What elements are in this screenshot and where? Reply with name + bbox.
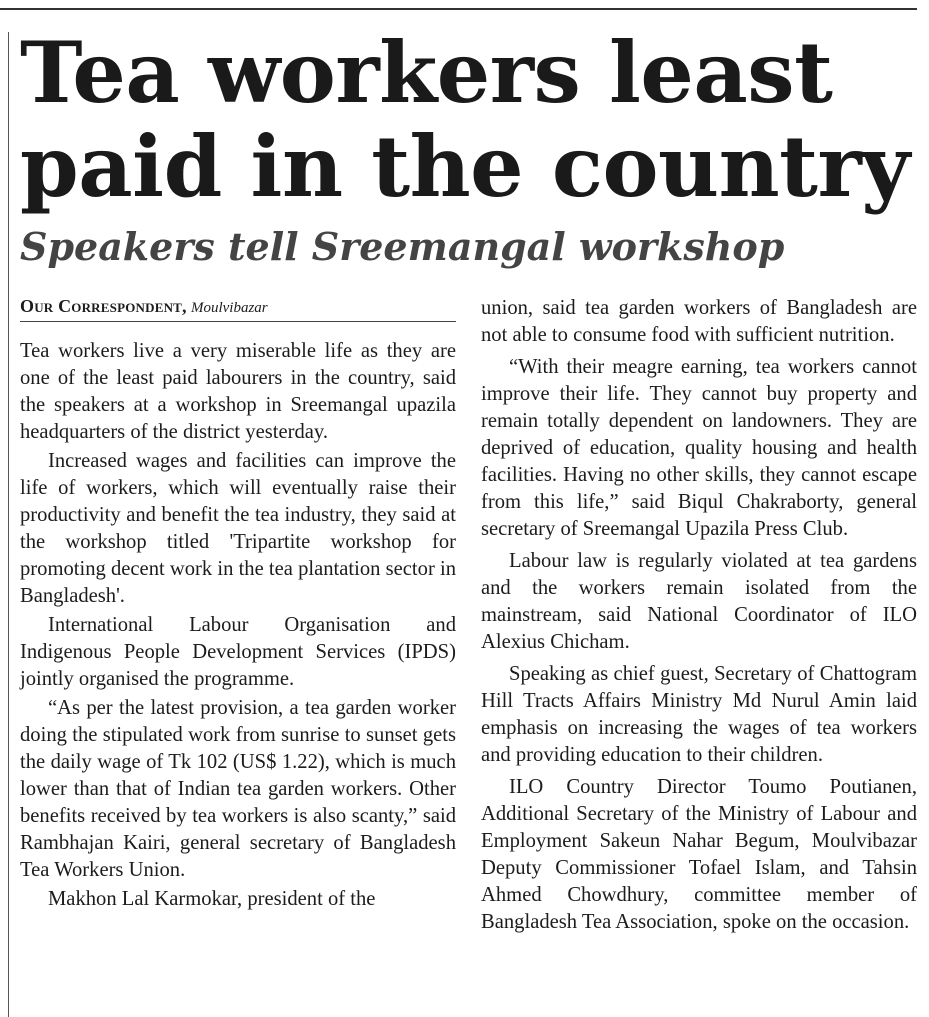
paragraph: “As per the latest provision, a tea garden worker doing the stipulated work from sunrise to sunset gets the daily wage of Tk 102 (US$ 1.22), which is much lower than that of Indian tea garden workers. Other benefits received by tea workers is also scanty,” said Rambhajan Kairi, general secretary of Bangladesh Tea Workers Union. — [20, 697, 456, 881]
paragraph: Makhon Lal Karmokar, president of the — [48, 888, 376, 910]
left-column — [20, 295, 456, 913]
paragraph: Increased wages and facilities can improve the life of workers, which will eventually raise their productivity and benefit the tea industry, they said at the workshop titled 'Tripartite workshop for promoting decent work in the tea plantation sector in Bangladesh'. — [20, 450, 456, 607]
paragraph: ILO Country Director Toumo Poutianen, Additional Secretary of the Ministry of Labour and Employment Sakeun Nahar Begum, Moulvibazar Deputy Commissioner Tofael Islam, and Tahsin Ahmed Chowdhury, committee member of Bangladesh Tea Association, spoke on the occasion. — [481, 776, 917, 933]
paragraph: union, said tea garden workers of Bangladesh are not able to consume food with sufficient nutrition. — [481, 297, 917, 346]
byline-location: Moulvibazar — [190, 300, 268, 316]
right-column — [481, 295, 917, 936]
subheadline: Speakers tell Sreemangal workshop — [20, 224, 785, 269]
paragraph: Labour law is regularly violated at tea gardens and the workers remain isolated from the mainstream, said National Coordinator of ILO Alexius Chicham. — [481, 550, 917, 653]
left-column-rule — [8, 32, 9, 1017]
paragraph: “With their meagre earning, tea workers cannot improve their life. They cannot buy property and remain totally dependent on landowners. They are deprived of education, quality housing and health facilities. Having no other skills, they cannot escape from this life,” said Biqul Chakraborty, general secretary of Sreemangal Upazila Press Club. — [481, 356, 917, 540]
byline — [20, 295, 456, 322]
top-rule — [0, 8, 917, 10]
paragraph: International Labour Organisation and Indigenous People Development Services (IPDS) jointly organised the programme. — [20, 614, 456, 690]
byline-name: Our Correspondent, — [20, 296, 187, 316]
paragraph: Speaking as chief guest, Secretary of Chattogram Hill Tracts Affairs Ministry Md Nurul Amin laid emphasis on increasing the wages of tea workers and providing education to their children. — [481, 663, 917, 766]
headline: Tea workers least paid in the country — [20, 23, 910, 216]
paragraph: Tea workers live a very miserable life as they are one of the least paid labourers in the country, said the speakers at a workshop in Sreemangal upazila headquarters of the district yesterday. — [20, 340, 456, 443]
